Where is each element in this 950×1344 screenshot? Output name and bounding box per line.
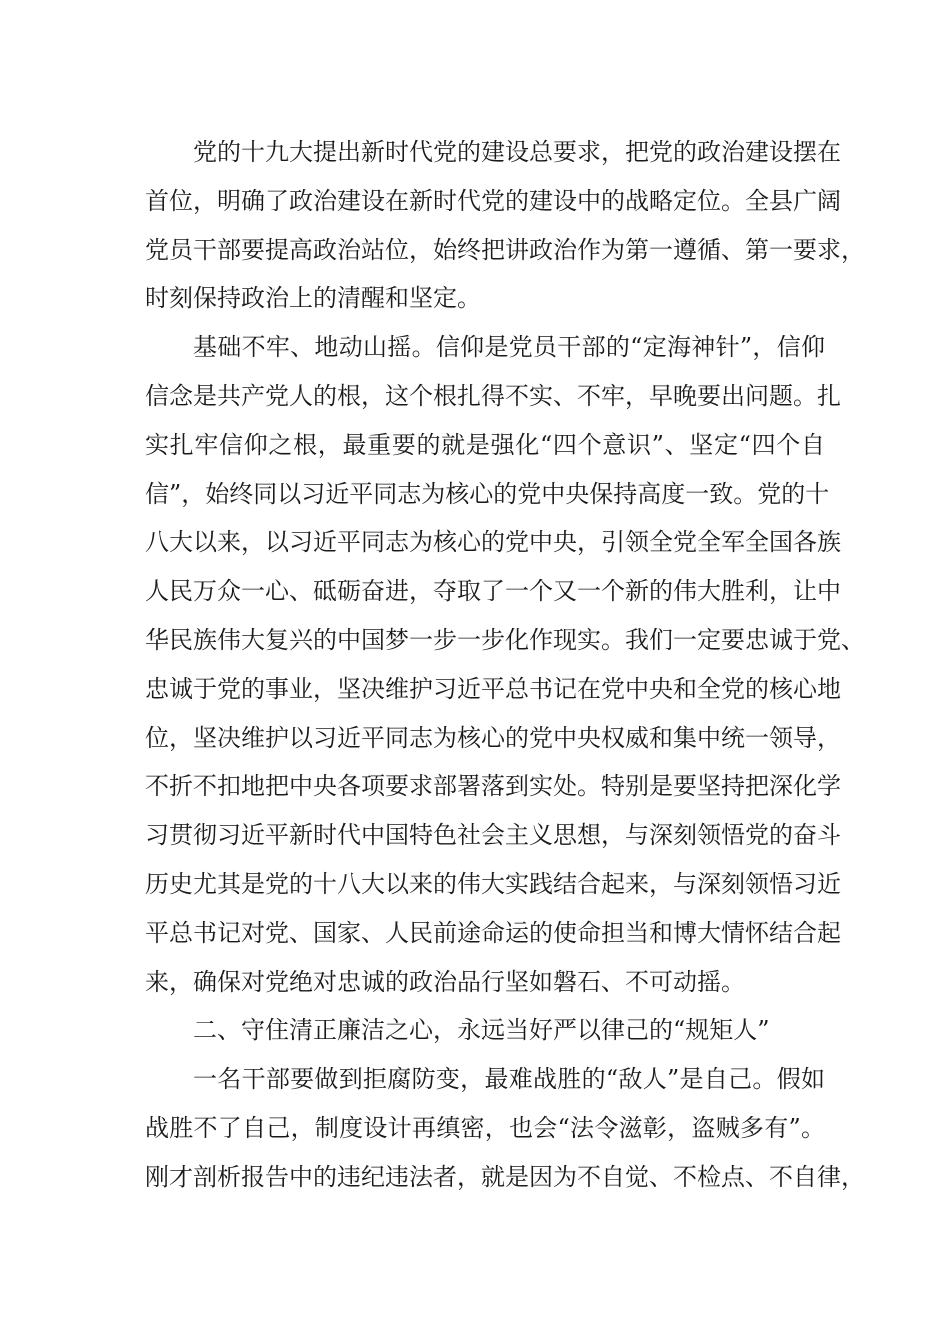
text-line: 实扎牢信仰之根，最重要的就是强化“四个意识”、坚定“四个自 bbox=[145, 430, 825, 459]
text-line: 战胜不了自己，制度设计再缜密，也会“法令滋彰，盗贼多有”。 bbox=[145, 1113, 825, 1142]
text-line: 首位，明确了政治建设在新时代党的建设中的战略定位。全县广阔 bbox=[145, 186, 841, 215]
text-line: 不折不扣地把中央各项要求部署落到实处。特别是要坚持把深化学 bbox=[145, 772, 841, 801]
text-line: 忠诚于党的事业，坚决维护习近平总书记在党中央和全党的核心地 bbox=[145, 674, 841, 703]
text-line: 刚才剖析报告中的违纪违法者，就是因为不自觉、不检点、不自律， bbox=[145, 1162, 865, 1191]
text-line: 党员干部要提高政治站位，始终把讲政治作为第一遵循、第一要求， bbox=[145, 235, 865, 264]
text-line: 八大以来，以习近平同志为核心的党中央，引领全党全军全国各族 bbox=[145, 528, 841, 557]
text-line: 平总书记对党、国家、人民前途命运的使命担当和博大情怀结合起 bbox=[145, 918, 841, 947]
text-line: 历史尤其是党的十八大以来的伟大实践结合起来，与深刻领悟习近 bbox=[145, 869, 841, 898]
text-line: 位，坚决维护以习近平同志为核心的党中央权威和集中统一领导， bbox=[145, 723, 841, 752]
text-line: 党的十九大提出新时代党的建设总要求，把党的政治建设摆在 bbox=[193, 138, 841, 166]
text-line: 时刻保持政治上的清醒和坚定。 bbox=[145, 284, 481, 313]
text-line: 一名干部要做到拒腐防变，最难战胜的“敌人”是自己。假如 bbox=[193, 1065, 825, 1094]
text-line: 华民族伟大复兴的中国梦一步一步化作现实。我们一定要忠诚于党、 bbox=[145, 625, 865, 654]
text-line: 二、守住清正廉洁之心，永远当好严以律己的“规矩人” bbox=[193, 1016, 770, 1045]
document-body bbox=[145, 128, 865, 1202]
text-line: 信”，始终同以习近平同志为核心的党中央保持高度一致。党的十 bbox=[145, 479, 830, 508]
text-line: 来，确保对党绝对忠诚的政治品行坚如磐石、不可动摇。 bbox=[145, 967, 745, 996]
text-line: 信念是共产党人的根，这个根扎得不实、不牢，早晚要出问题。扎 bbox=[145, 381, 841, 410]
text-line: 习贯彻习近平新时代中国特色社会主义思想，与深刻领悟党的奋斗 bbox=[145, 821, 841, 850]
text-line: 人民万众一心、砥砺奋进，夺取了一个又一个新的伟大胜利，让中 bbox=[145, 577, 841, 606]
text-line: 基础不牢、地动山摇。信仰是党员干部的“定海神针”，信仰 bbox=[193, 333, 825, 362]
